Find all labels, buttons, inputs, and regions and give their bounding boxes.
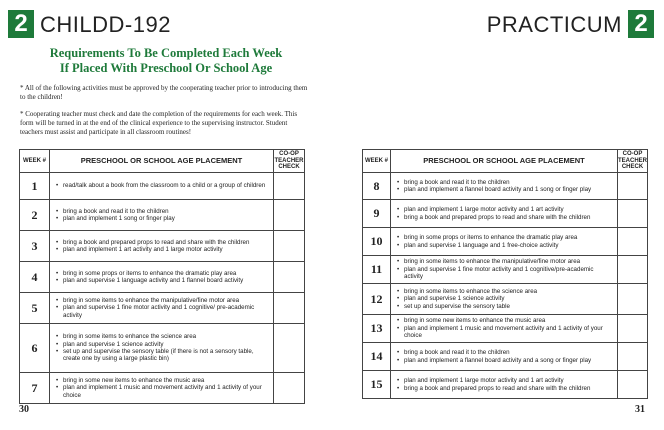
activity-item: • plan and implement a flannel board activity and 1 song or finger play bbox=[397, 186, 613, 193]
requirements-title-line2: If Placed With Preschool Or School Age bbox=[59, 61, 273, 75]
teacher-check-cell[interactable] bbox=[274, 231, 305, 262]
table-row bbox=[20, 262, 305, 293]
table-row bbox=[20, 231, 305, 262]
activity-list bbox=[391, 343, 618, 371]
teacher-check-cell[interactable] bbox=[274, 200, 305, 231]
activity-list bbox=[391, 256, 618, 284]
activity-item: • plan and supervise 1 science activity bbox=[397, 295, 613, 302]
activity-list bbox=[391, 200, 618, 228]
activity-list bbox=[50, 293, 274, 324]
activity-item: • bring in some items to enhance the manipulative/fine motor area bbox=[397, 258, 613, 265]
activity-item: • plan and implement 1 song or finger play bbox=[56, 215, 269, 222]
activity-list bbox=[391, 315, 618, 343]
activity-list bbox=[50, 173, 274, 200]
page-number-right: 31 bbox=[635, 404, 645, 415]
teacher-check-note: * Cooperating teacher must check and date the completion of the requirements for each week. This form will be turned in at the end of the clinical experience to the supervising instructor. Student teachers must assist and participate in all classroom routines! bbox=[20, 110, 298, 136]
activity-list bbox=[50, 262, 274, 293]
week-number: 11 bbox=[363, 256, 391, 284]
teacher-check-cell[interactable] bbox=[618, 284, 648, 315]
week-number: 3 bbox=[20, 231, 50, 262]
table-row bbox=[363, 256, 648, 284]
table-row bbox=[363, 200, 648, 228]
table-row bbox=[363, 173, 648, 200]
activity-item: • plan and implement a flannel board activity and a song or finger play bbox=[397, 357, 613, 364]
table-row bbox=[363, 371, 648, 399]
teacher-check-cell[interactable] bbox=[618, 256, 648, 284]
activity-list bbox=[50, 373, 274, 404]
table-row bbox=[363, 284, 648, 315]
approval-note: * All of the following activities must be approved by the cooperating teacher prior to introducing them to the children! bbox=[20, 84, 308, 101]
activity-item: • plan and supervise 1 fine motor activity and 1 cognitive/ pre-academic activity bbox=[56, 304, 269, 319]
activity-item: • plan and implement 1 large motor activity and 1 art activity bbox=[397, 206, 613, 213]
week-number: 12 bbox=[363, 284, 391, 315]
activity-item: • bring in some new items to enhance the music area bbox=[397, 317, 613, 324]
week-number: 1 bbox=[20, 173, 50, 200]
activity-list bbox=[391, 173, 618, 200]
course-code-title: CHILDD-192 bbox=[40, 12, 171, 37]
activity-list bbox=[50, 200, 274, 231]
placement-column-header: PRESCHOOL OR SCHOOL AGE PLACEMENT bbox=[391, 150, 618, 173]
activity-item: • bring a book and read it to the children bbox=[397, 349, 613, 356]
activity-item: • bring a book and prepared props to read and share with the children bbox=[397, 214, 613, 221]
teacher-check-cell[interactable] bbox=[274, 373, 305, 404]
week-number: 6 bbox=[20, 324, 50, 373]
activity-list bbox=[50, 324, 274, 373]
teacher-check-cell[interactable] bbox=[274, 293, 305, 324]
teacher-check-cell[interactable] bbox=[618, 315, 648, 343]
activity-item: • bring in some items to enhance the manipulative/fine motor area bbox=[56, 297, 269, 304]
table-row bbox=[20, 293, 305, 324]
page-number-left: 30 bbox=[19, 404, 29, 415]
week-column-header: WEEK # bbox=[363, 150, 391, 173]
activity-item: • plan and implement 1 music and movement activity and 1 activity of your choice bbox=[397, 325, 613, 340]
requirements-table-left bbox=[19, 149, 305, 404]
week-number: 9 bbox=[363, 200, 391, 228]
week-number: 7 bbox=[20, 373, 50, 404]
week-number: 10 bbox=[363, 228, 391, 256]
activity-list bbox=[391, 228, 618, 256]
activity-list bbox=[391, 284, 618, 315]
practicum-title: PRACTICUM bbox=[486, 12, 622, 37]
teacher-check-cell[interactable] bbox=[618, 200, 648, 228]
week-number: 4 bbox=[20, 262, 50, 293]
activity-item: • plan and implement 1 large motor activity and 1 art activity bbox=[397, 377, 613, 384]
week-number: 8 bbox=[363, 173, 391, 200]
activity-list bbox=[50, 231, 274, 262]
activity-item: • plan and supervise 1 language activity and 1 flannel board activity bbox=[56, 277, 269, 284]
activity-item: • bring in some props or items to enhance the dramatic play area bbox=[56, 270, 269, 277]
activity-item: • bring a book and read it to the children bbox=[56, 208, 269, 215]
activity-list bbox=[391, 371, 618, 399]
activity-item: • plan and implement 1 music and movement activity and 1 activity of your choice bbox=[56, 384, 269, 399]
chapter-number-badge-right: 2 bbox=[628, 10, 654, 38]
teacher-check-cell[interactable] bbox=[618, 228, 648, 256]
activity-item: • bring in some new items to enhance the music area bbox=[56, 377, 269, 384]
table-row bbox=[363, 228, 648, 256]
activity-item: • set up and supervise the sensory table bbox=[397, 303, 613, 310]
teacher-check-cell[interactable] bbox=[274, 324, 305, 373]
table-row bbox=[20, 173, 305, 200]
activity-item: • plan and supervise 1 language and 1 free-choice activity bbox=[397, 242, 613, 249]
activity-item: • set up and supervise the sensory table (if there is not a sensory table, create one by using a large plastic bin) bbox=[56, 348, 269, 363]
table-row bbox=[20, 373, 305, 404]
table-row bbox=[20, 324, 305, 373]
activity-item: • bring a book and prepared props to read and share with the children bbox=[397, 385, 613, 392]
teacher-check-cell[interactable] bbox=[618, 173, 648, 200]
check-column-header: CO-OP TEACHER CHECK bbox=[274, 150, 305, 173]
activity-item: • bring in some items to enhance the science area bbox=[56, 333, 269, 340]
week-number: 15 bbox=[363, 371, 391, 399]
teacher-check-cell[interactable] bbox=[618, 371, 648, 399]
activity-item: • read/talk about a book from the classroom to a child or a group of children bbox=[56, 182, 269, 189]
activity-item: • plan and supervise 1 science activity bbox=[56, 341, 269, 348]
week-number: 2 bbox=[20, 200, 50, 231]
week-number: 14 bbox=[363, 343, 391, 371]
teacher-check-cell[interactable] bbox=[274, 173, 305, 200]
activity-item: • bring in some items to enhance the science area bbox=[397, 288, 613, 295]
requirements-title-line1: Requirements To Be Completed Each Week bbox=[49, 46, 283, 60]
placement-column-header: PRESCHOOL OR SCHOOL AGE PLACEMENT bbox=[50, 150, 274, 173]
table-row bbox=[363, 343, 648, 371]
table-row bbox=[20, 200, 305, 231]
activity-item: • bring a book and read it to the children bbox=[397, 179, 613, 186]
week-number: 13 bbox=[363, 315, 391, 343]
table-row bbox=[363, 315, 648, 343]
activity-item: • plan and implement 1 art activity and 1 large motor activity bbox=[56, 246, 269, 253]
chapter-number-badge-left: 2 bbox=[8, 10, 34, 38]
check-column-header: CO-OP TEACHER CHECK bbox=[618, 150, 648, 173]
week-column-header: WEEK # bbox=[20, 150, 50, 173]
activity-item: • bring a book and prepared props to read and share with the children bbox=[56, 239, 269, 246]
teacher-check-cell[interactable] bbox=[274, 262, 305, 293]
activity-item: • plan and supervise 1 fine motor activity and 1 cognitive/pre-academic activity bbox=[397, 266, 613, 281]
week-number: 5 bbox=[20, 293, 50, 324]
teacher-check-cell[interactable] bbox=[618, 343, 648, 371]
requirements-table-right bbox=[362, 149, 648, 399]
activity-item: • bring in some props or items to enhance the dramatic play area bbox=[397, 234, 613, 241]
